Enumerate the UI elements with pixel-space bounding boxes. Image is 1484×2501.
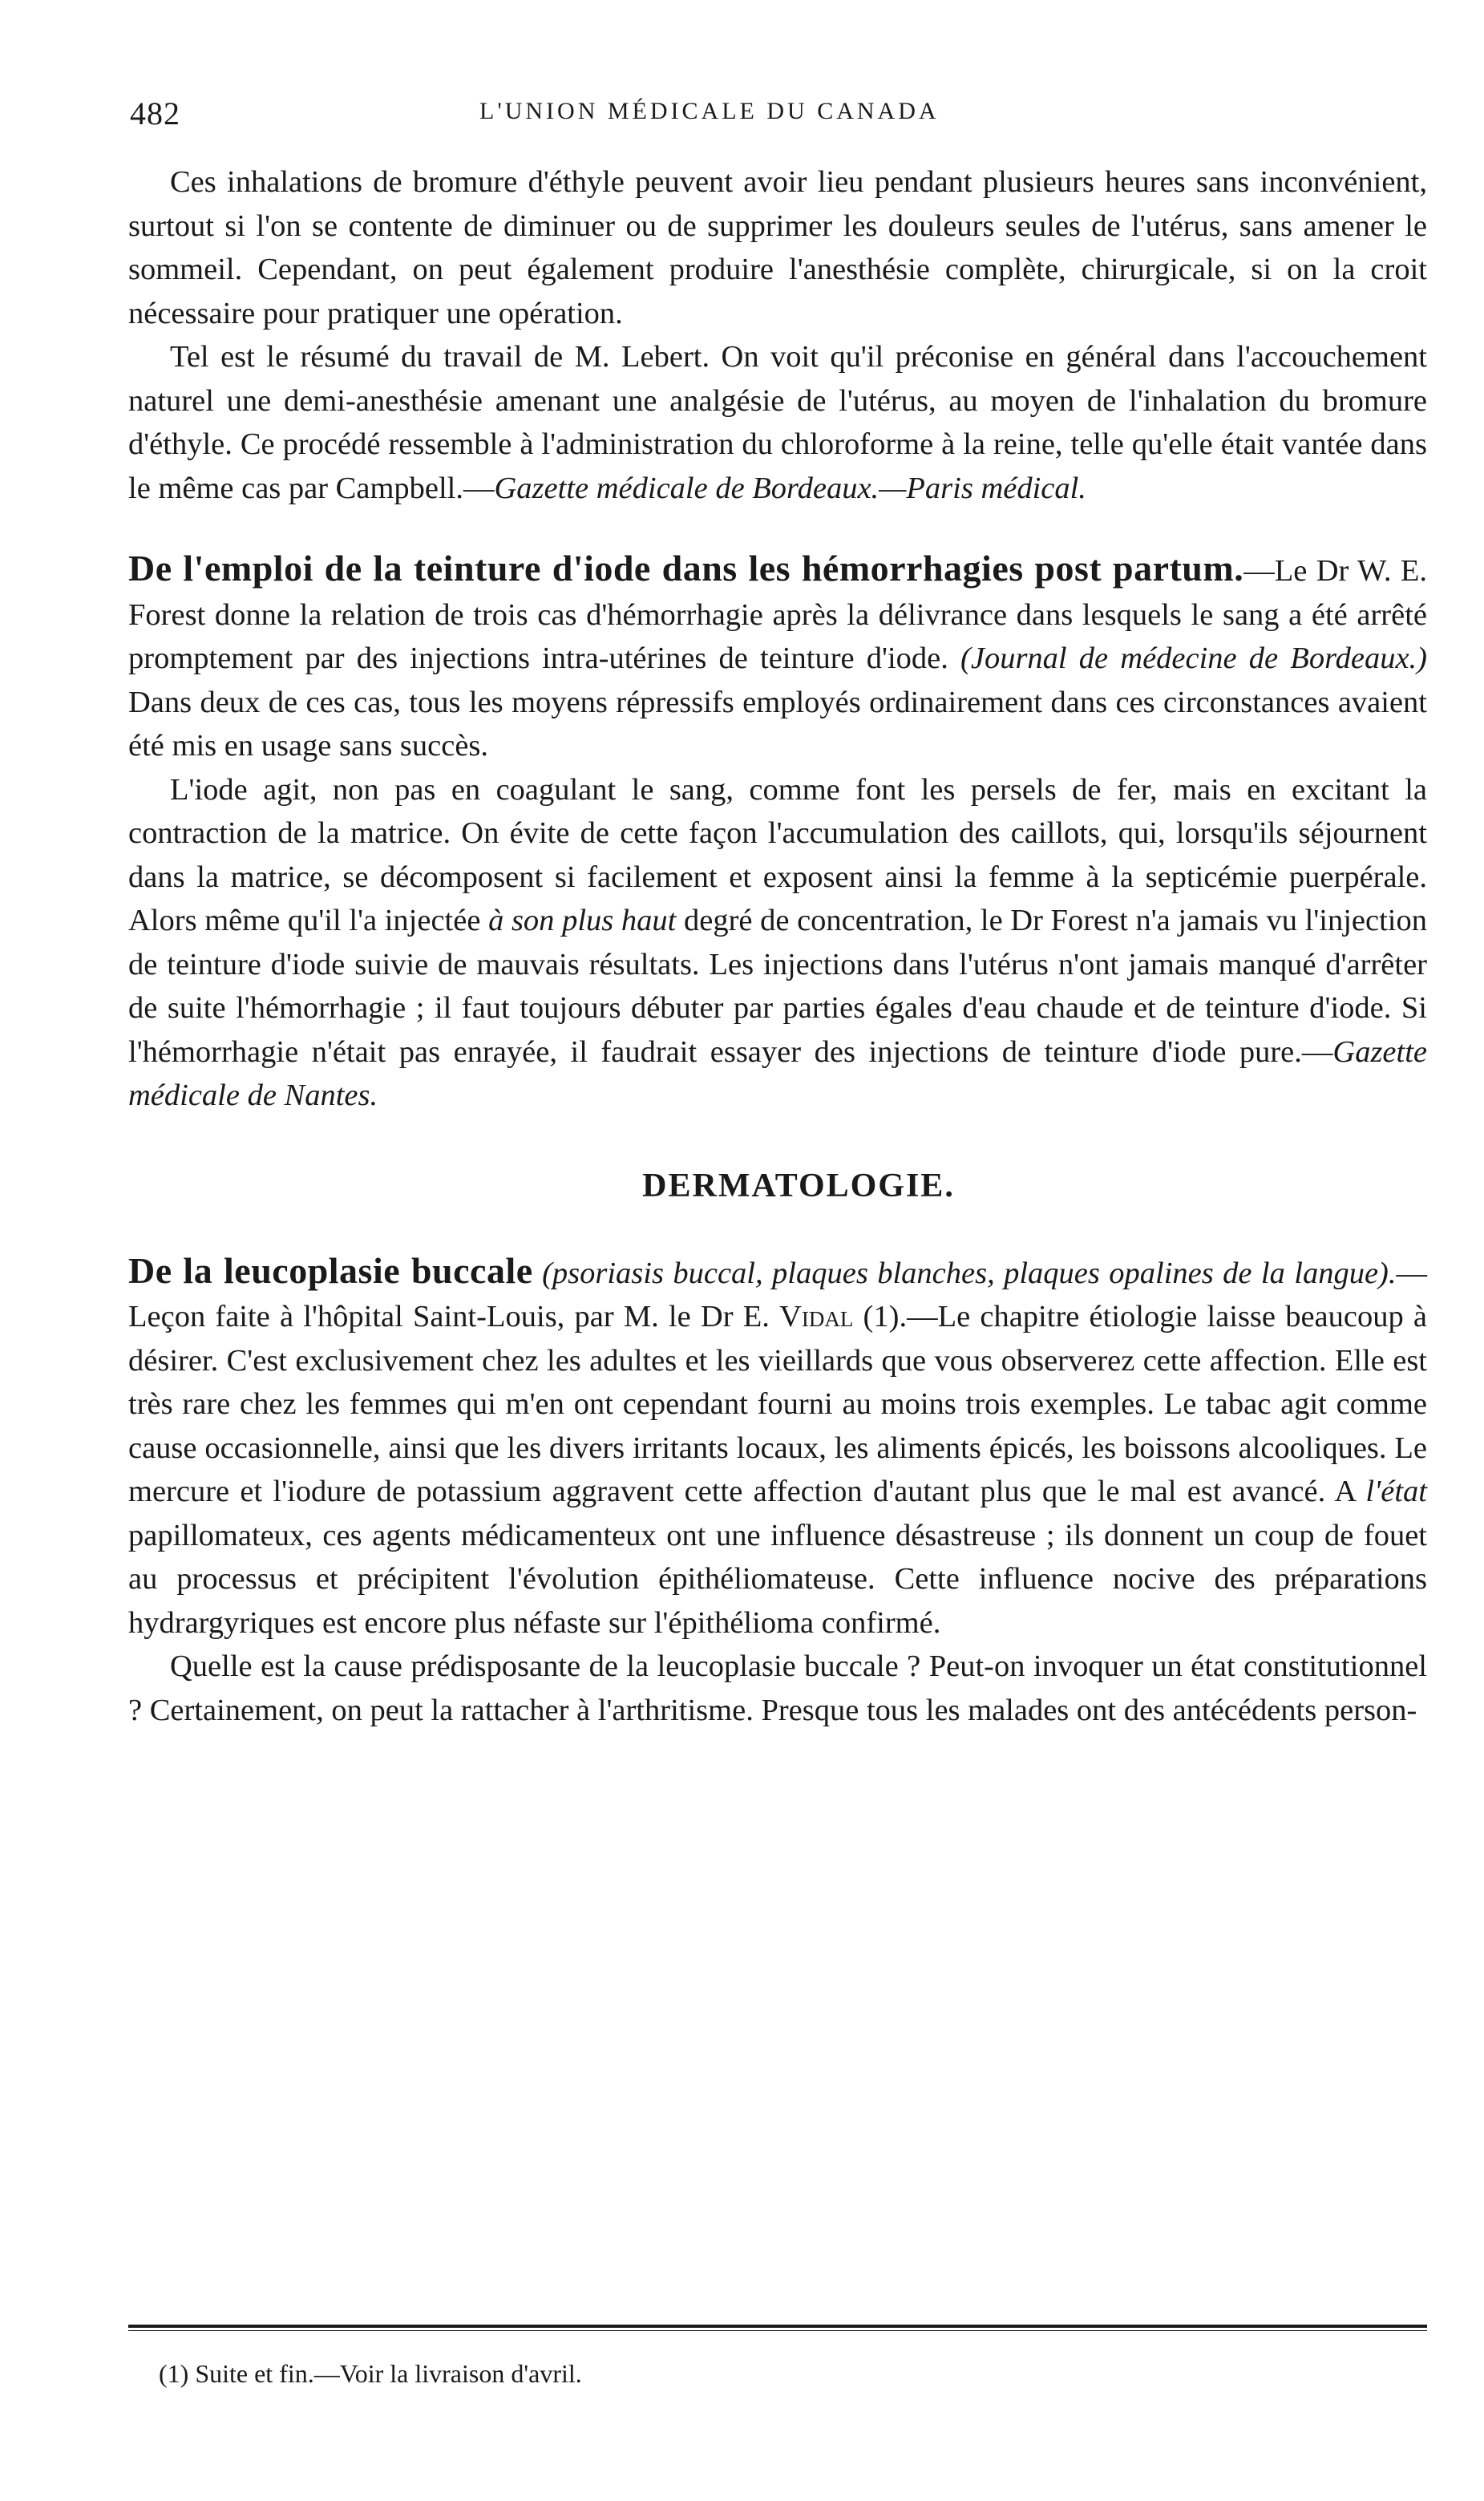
iodine-paragraph-1: De l'emploi de la teinture d'iode dans les hémorrhagies post partum.—Le Dr W. E. Forest donne la relation de trois cas d'hémorrhagie après la délivrance dans lesquels le sang a été arrêté promptement par des injections intra-utérines de teinture d'iode. (Journal de médecine de Bordeaux.) Dans deux de ces cas, tous les moyens répressifs employés ordinairement dans ces circonstances avaient été mis en usage sans succès. [128,548,1428,763]
iodine-article-title: De l'emploi de la teinture d'iode dans les hémorrhagies post partum. [128,548,1244,589]
iodine-source-1: (Journal de médecine de Bordeaux.) [960,641,1427,675]
page-body [128,160,1427,1732]
footnote-rule [128,2325,1427,2328]
footnote-rule-thin [128,2330,1427,2331]
running-head [127,95,1425,143]
leucoplasie-paragraph-1: De la leucoplasie buccale (psoriasis buccal, plaques blanches, plaques opalines de la langue).—Leçon faite à l'hôpital Saint-Louis, par M. le Dr E. Vidal (1).—Le chapitre étiologie laisse beaucoup à désirer. C'est exclusivement chez les adultes et les vieillards que vous observerez cette affection. Elle est très rare chez les femmes qui m'en ont cependant fourni au moins trois exemples. Le tabac agit comme cause occasionnelle, ainsi que les divers irritants locaux, les aliments épicés, les boissons alcooliques. Le mercure et l'iodure de potassium aggravent cette affection d'autant plus que le mal est avancé. A l'état papillomateux, ces agents médicamenteux ont une influence désastreuse ; ils donnent un coup de fouet au processus et précipitent l'évolution épithéliomateuse. Cette influence nocive des préparations hydrargyriques est encore plus néfaste sur l'épithélioma confirmé. [128,1249,1428,1640]
lebert-paragraph-1: Ces inhalations de bromure d'éthyle peuvent avoir lieu pendant plusieurs heures sans inconvénient, surtout si l'on se contente de diminuer ou de supprimer les douleurs seules de l'utérus, sans amener le sommeil. Cependant, on peut également produire l'anesthésie complète, chirurgicale, si on la croit nécessaire pour pratiquer une opération. [128,165,1427,330]
author-name: Vidal [779,1300,854,1333]
leucoplasie-subtitle: (psoriasis buccal, plaques blanches, plaques opalines de la langue). [542,1256,1397,1290]
lebert-source: Gazette médicale de Bordeaux.—Paris médical. [494,471,1086,505]
footnote: (1) Suite et fin.—Voir la livraison d'avril. [159,2359,582,2388]
leucoplasie-paragraph-2: Quelle est la cause prédisposante de la leucoplasie buccale ? Peut-on invoquer un état constitutionnel ? Certainement, on peut la rattacher à l'arthritisme. Presque tous les malades ont des antécédents person- [128,1649,1427,1727]
section-heading-dermatologie: DERMATOLOGIE. [642,1167,955,1204]
iodine-paragraph-2: L'iode agit, non pas en coagulant le sang, comme font les persels de fer, mais en excitant la contraction de la matrice. On évite de cette façon l'accumulation des caillots, qui, lorsqu'ils séjournent dans la matrice, se décomposent si facilement et exposent ainsi la femme à la septicémie puerpérale. Alors même qu'il l'a injectée à son plus haut degré de concentration, le Dr Forest n'a jamais vu l'injection de teinture d'iode suivie de mauvais résultats. Les injections dans l'utérus n'ont jamais manqué d'arrêter de suite l'hémorrhagie ; il faut toujours débuter par parties égales d'eau chaude et de teinture d'iode. Si l'hémorrhagie n'était pas enrayée, il faudrait essayer des injections de teinture d'iode pure.—Gazette médicale de Nantes. [128,772,1427,1112]
journal-title: L'UNION MÉDICALE DU CANADA [479,98,940,124]
iodine-source-2: Gazette médicale de Nantes. [128,1034,1427,1112]
lebert-paragraph-2: Tel est le résumé du travail de M. Lebert. On voit qu'il préconise en général dans l'accouchement naturel une demi-anesthésie amenant une analgésie de l'utérus, au moyen de l'inhalation du bromure d'éthyle. Ce procédé ressemble à l'administration du chloroforme à la reine, telle qu'elle était vantée dans le même cas par Campbell.—Gazette médicale de Bordeaux.—Paris médical. [128,340,1427,505]
page-number: 482 [130,95,180,132]
leucoplasie-article-title: De la leucoplasie buccale [128,1249,533,1291]
